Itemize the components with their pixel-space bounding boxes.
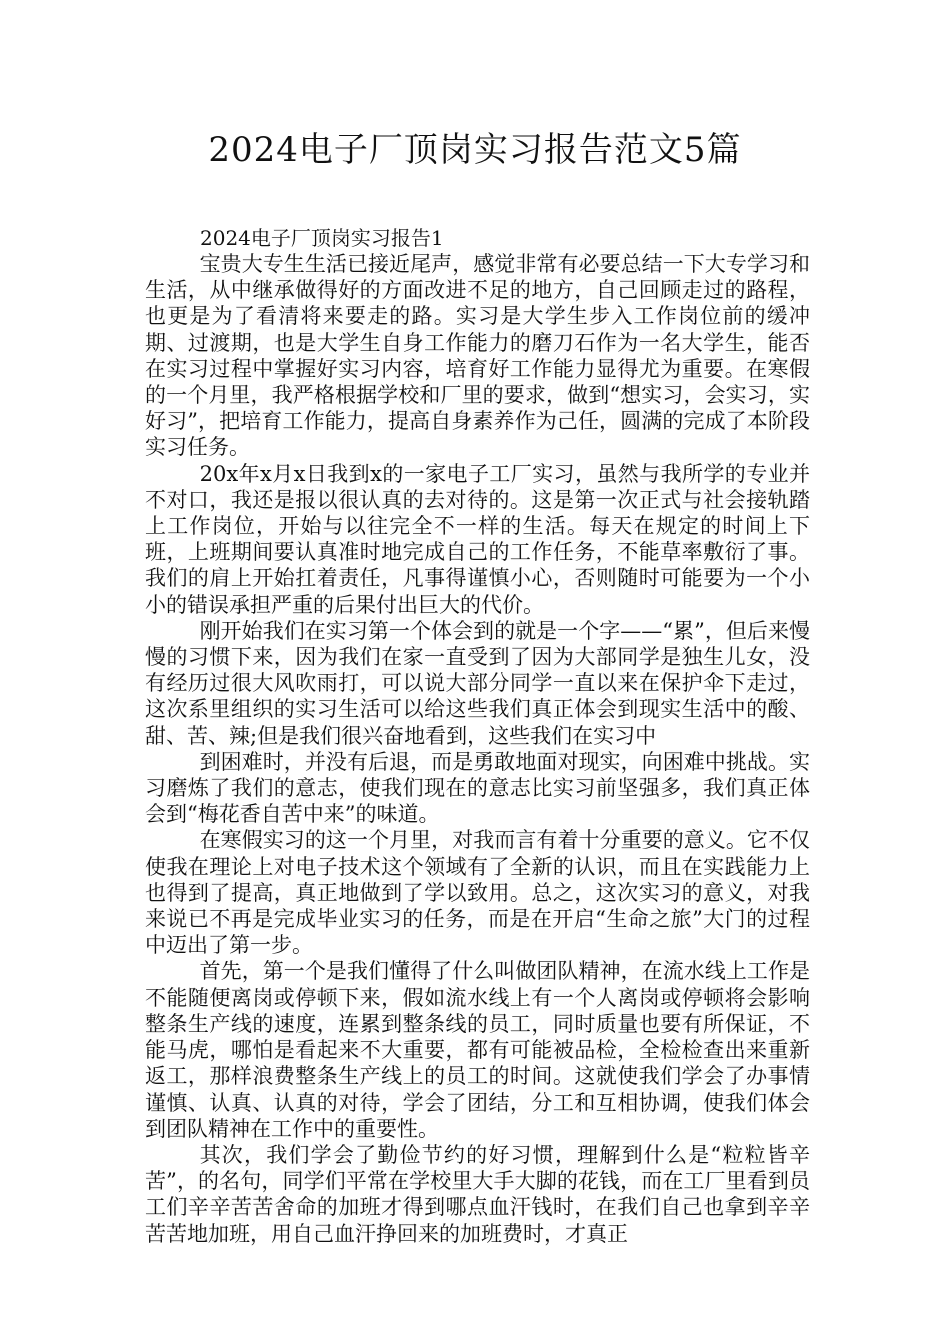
paragraph-6: 首先，第一个是我们懂得了什么叫做团队精神，在流水线上工作是不能随便离岗或停顿下来，假如流水线上有一个人离岗或停顿将会影响整条生产线的速度，连累到整条线的员工，同时质量也要有所保证，不能马虎，哪怕是看起来不大重要，都有可能被品检，全检检查出来重新返工，那样浪费整条生产线上的员工的时间。这就使我们学会了办事情谨慎、认真、认真的对待，学会了团结，分工和互相协调，使我们体会到团队精神在工作中的重要性。 <box>145 959 810 1141</box>
paragraph-7: 其次，我们学会了勤俭节约的好习惯，理解到什么是“粒粒皆辛苦”，的名句，同学们平常在学校里大手大脚的花钱，而在工厂里看到员工们辛辛苦苦舍命的加班才得到哪点血汗钱时，在我们自己也拿到辛辛苦苦地加班，用自己血汗挣回来的加班费时，才真正 <box>145 1142 810 1246</box>
paragraph-5: 在寒假实习的这一个月里，对我而言有着十分重要的意义。它不仅使我在理论上对电子技术这个领域有了全新的认识，而且在实践能力上也得到了提高，真正地做到了学以致用。总之，这次实习的意义，对我来说已不再是完成毕业实习的任务，而是在开启“生命之旅”大门的过程中迈出了第一步。 <box>145 828 810 958</box>
paragraph-3: 刚开始我们在实习第一个体会到的就是一个字——“累”，但后来慢慢的习惯下来，因为我们在家一直受到了因为大部同学是独生儿女，没有经历过很大风吹雨打，可以说大部分同学一直以来在保护伞下走过，这次系里组织的实习生活可以给这些我们真正体会到现实生活中的酸、甜、苦、辣;但是我们很兴奋地看到，这些我们在实习中 <box>145 618 810 748</box>
paragraph-2: 20x年x月x日我到x的一家电子工厂实习，虽然与我所学的专业并不对口，我还是报以很认真的去对待的。这是第一次正式与社会接轨踏上工作岗位，开始与以往完全不一样的生活。每天在规定的时间上下班，上班期间要认真准时地完成自己的工作任务，不能草率敷衍了事。我们的肩上开始扛着责任，凡事得谨慎小心，否则随时可能要为一个小小的错误承担严重的后果付出巨大的代价。 <box>145 461 810 617</box>
section-heading: 2024电子厂顶岗实习报告1 <box>200 226 444 250</box>
paragraph-1: 宝贵大专生生活已接近尾声，感觉非常有必要总结一下大专学习和生活，从中继承做得好的方面改进不足的地方，自己回顾走过的路程，也更是为了看清将来要走的路。实习是大学生步入工作岗位前的缓冲期、过渡期，也是大学生自身工作能力的磨刀石作为一名大学生，能否在实习过程中掌握好实习内容，培育好工作能力显得尤为重要。在寒假的一个月里，我严格根据学校和厂里的要求，做到“想实习，会实习，实好习”，把培育工作能力，提高自身素养作为己任，圆满的完成了本阶段实习任务。 <box>145 252 810 460</box>
document-title: 2024电子厂顶岗实习报告范文5篇 <box>208 130 742 170</box>
paragraph-4: 到困难时，并没有后退，而是勇敢地面对现实，向困难中挑战。实习磨炼了我们的意志，使我们现在的意志比实习前坚强多，我们真正体会到“梅花香自苦中来”的味道。 <box>145 749 810 827</box>
document-body <box>145 225 810 1247</box>
